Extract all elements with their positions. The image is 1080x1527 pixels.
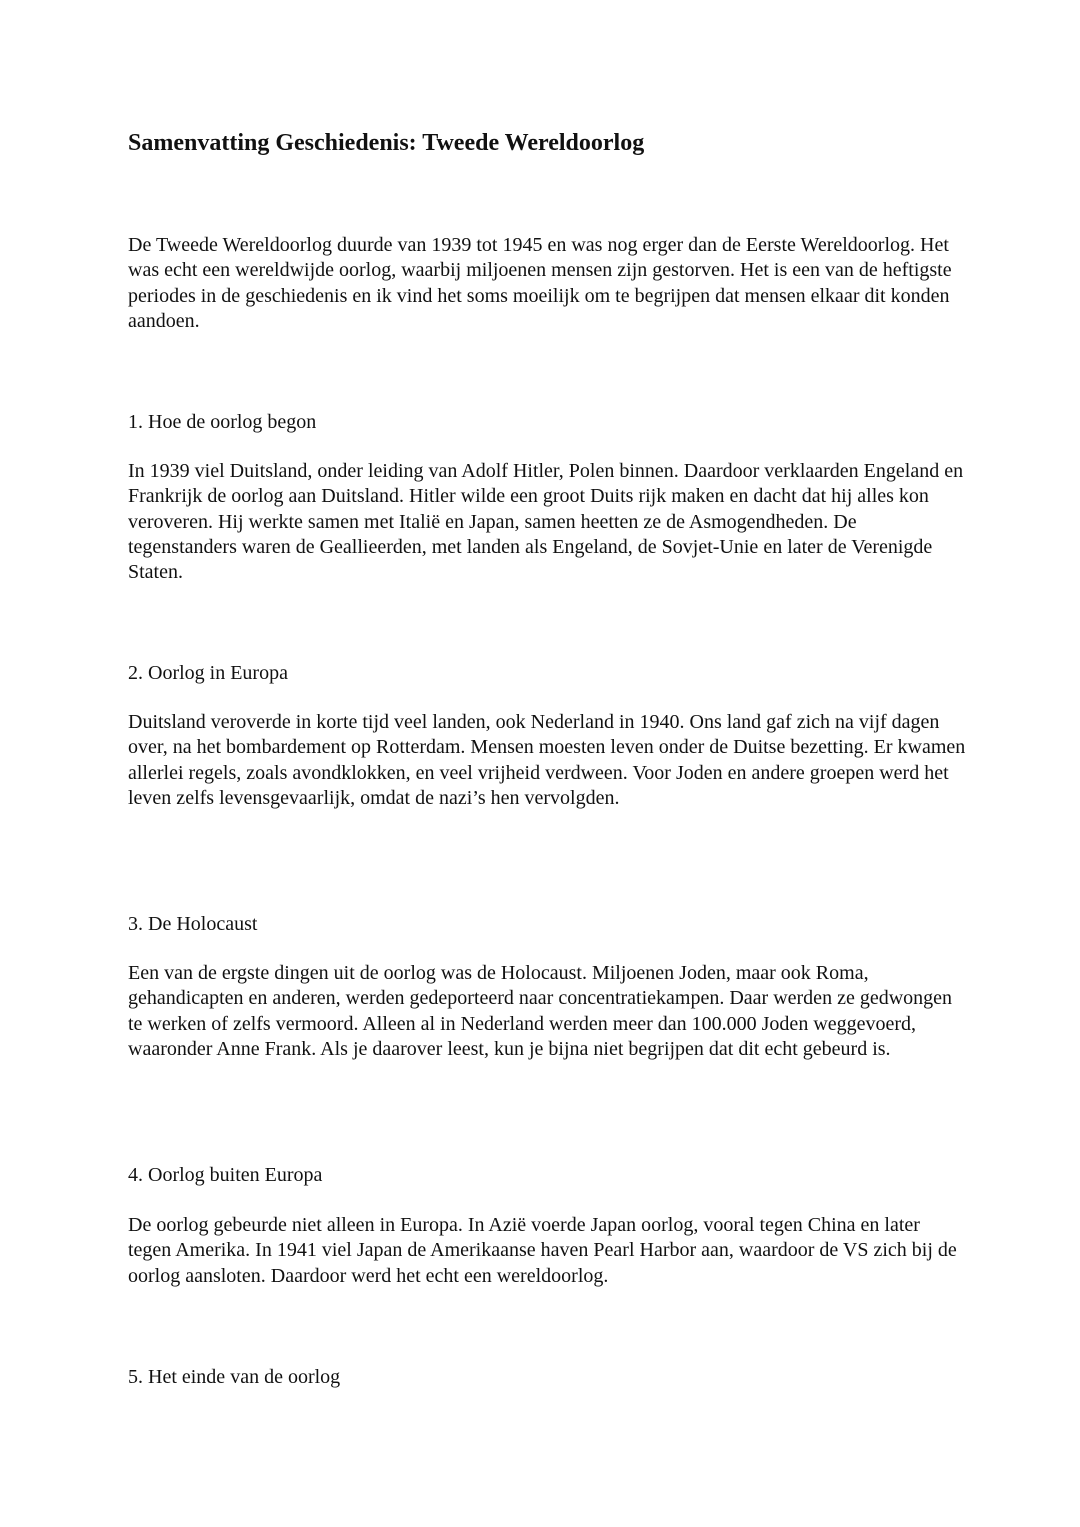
section-body-3: Een van de ergste dingen uit de oorlog was de Holocaust. Miljoenen Joden, maar ook Roma, gehandicapten en anderen, werden gedeporteerd naar concentratiekampen. Daar werden ze gedwongen te werken of zelfs vermoord. Alleen al in Nederland werden meer dan 100.000 Joden weggevoerd, waaronder Anne Frank. Als je daarover leest, kun je bijna niet begrijpen dat dit echt gebeurd is.	[128, 962, 953, 1060]
section-heading-4: 4. Oorlog buiten Europa	[128, 1164, 323, 1186]
section-heading-5: 5. Het einde van de oorlog	[128, 1366, 341, 1388]
section-body-4: De oorlog gebeurde niet alleen in Europa. In Azië voerde Japan oorlog, vooral tegen China en later tegen Amerika. In 1941 viel Japan de Amerikaanse haven Pearl Harbor aan, waardoor de VS zich bij de oorlog aansloten. Daardoor werd het echt een wereldoorlog.	[128, 1214, 957, 1287]
document-title: Samenvatting Geschiedenis: Tweede Wereldoorlog	[128, 130, 645, 156]
section-body-1: In 1939 viel Duitsland, onder leiding van Adolf Hitler, Polen binnen. Daardoor verklaarden Engeland en Frankrijk de oorlog aan Duitsland. Hitler wilde een groot Duits rijk maken en dacht dat hij alles kon veroveren. Hij werkte samen met Italië en Japan, samen heetten ze de Asmogendheden. De tegenstanders waren de Geallieerden, met landen als Engeland, de Sovjet-Unie en later de Verenigde Staten.	[128, 460, 964, 584]
section-heading-3: 3. De Holocaust	[128, 913, 258, 935]
section-heading-2: 2. Oorlog in Europa	[128, 662, 288, 684]
intro-paragraph: De Tweede Wereldoorlog duurde van 1939 tot 1945 en was nog erger dan de Eerste Wereldoorlog. Het was echt een wereldwijde oorlog, waarbij miljoenen mensen zijn gestorven. Het is een van de heftigste periodes in de geschiedenis en ik vind het soms moeilijk om te begrijpen dat mensen elkaar dit konden aandoen.	[128, 234, 952, 332]
section-body-2: Duitsland veroverde in korte tijd veel landen, ook Nederland in 1940. Ons land gaf zich na vijf dagen over, na het bombardement op Rotterdam. Mensen moesten leven onder de Duitse bezetting. Er kwamen allerlei regels, zoals avondklokken, en veel vrijheid verdween. Voor Joden en andere groepen werd het leven zelfs levensgevaarlijk, omdat de nazi’s hen vervolgden.	[128, 711, 966, 809]
section-heading-1: 1. Hoe de oorlog begon	[128, 411, 317, 433]
